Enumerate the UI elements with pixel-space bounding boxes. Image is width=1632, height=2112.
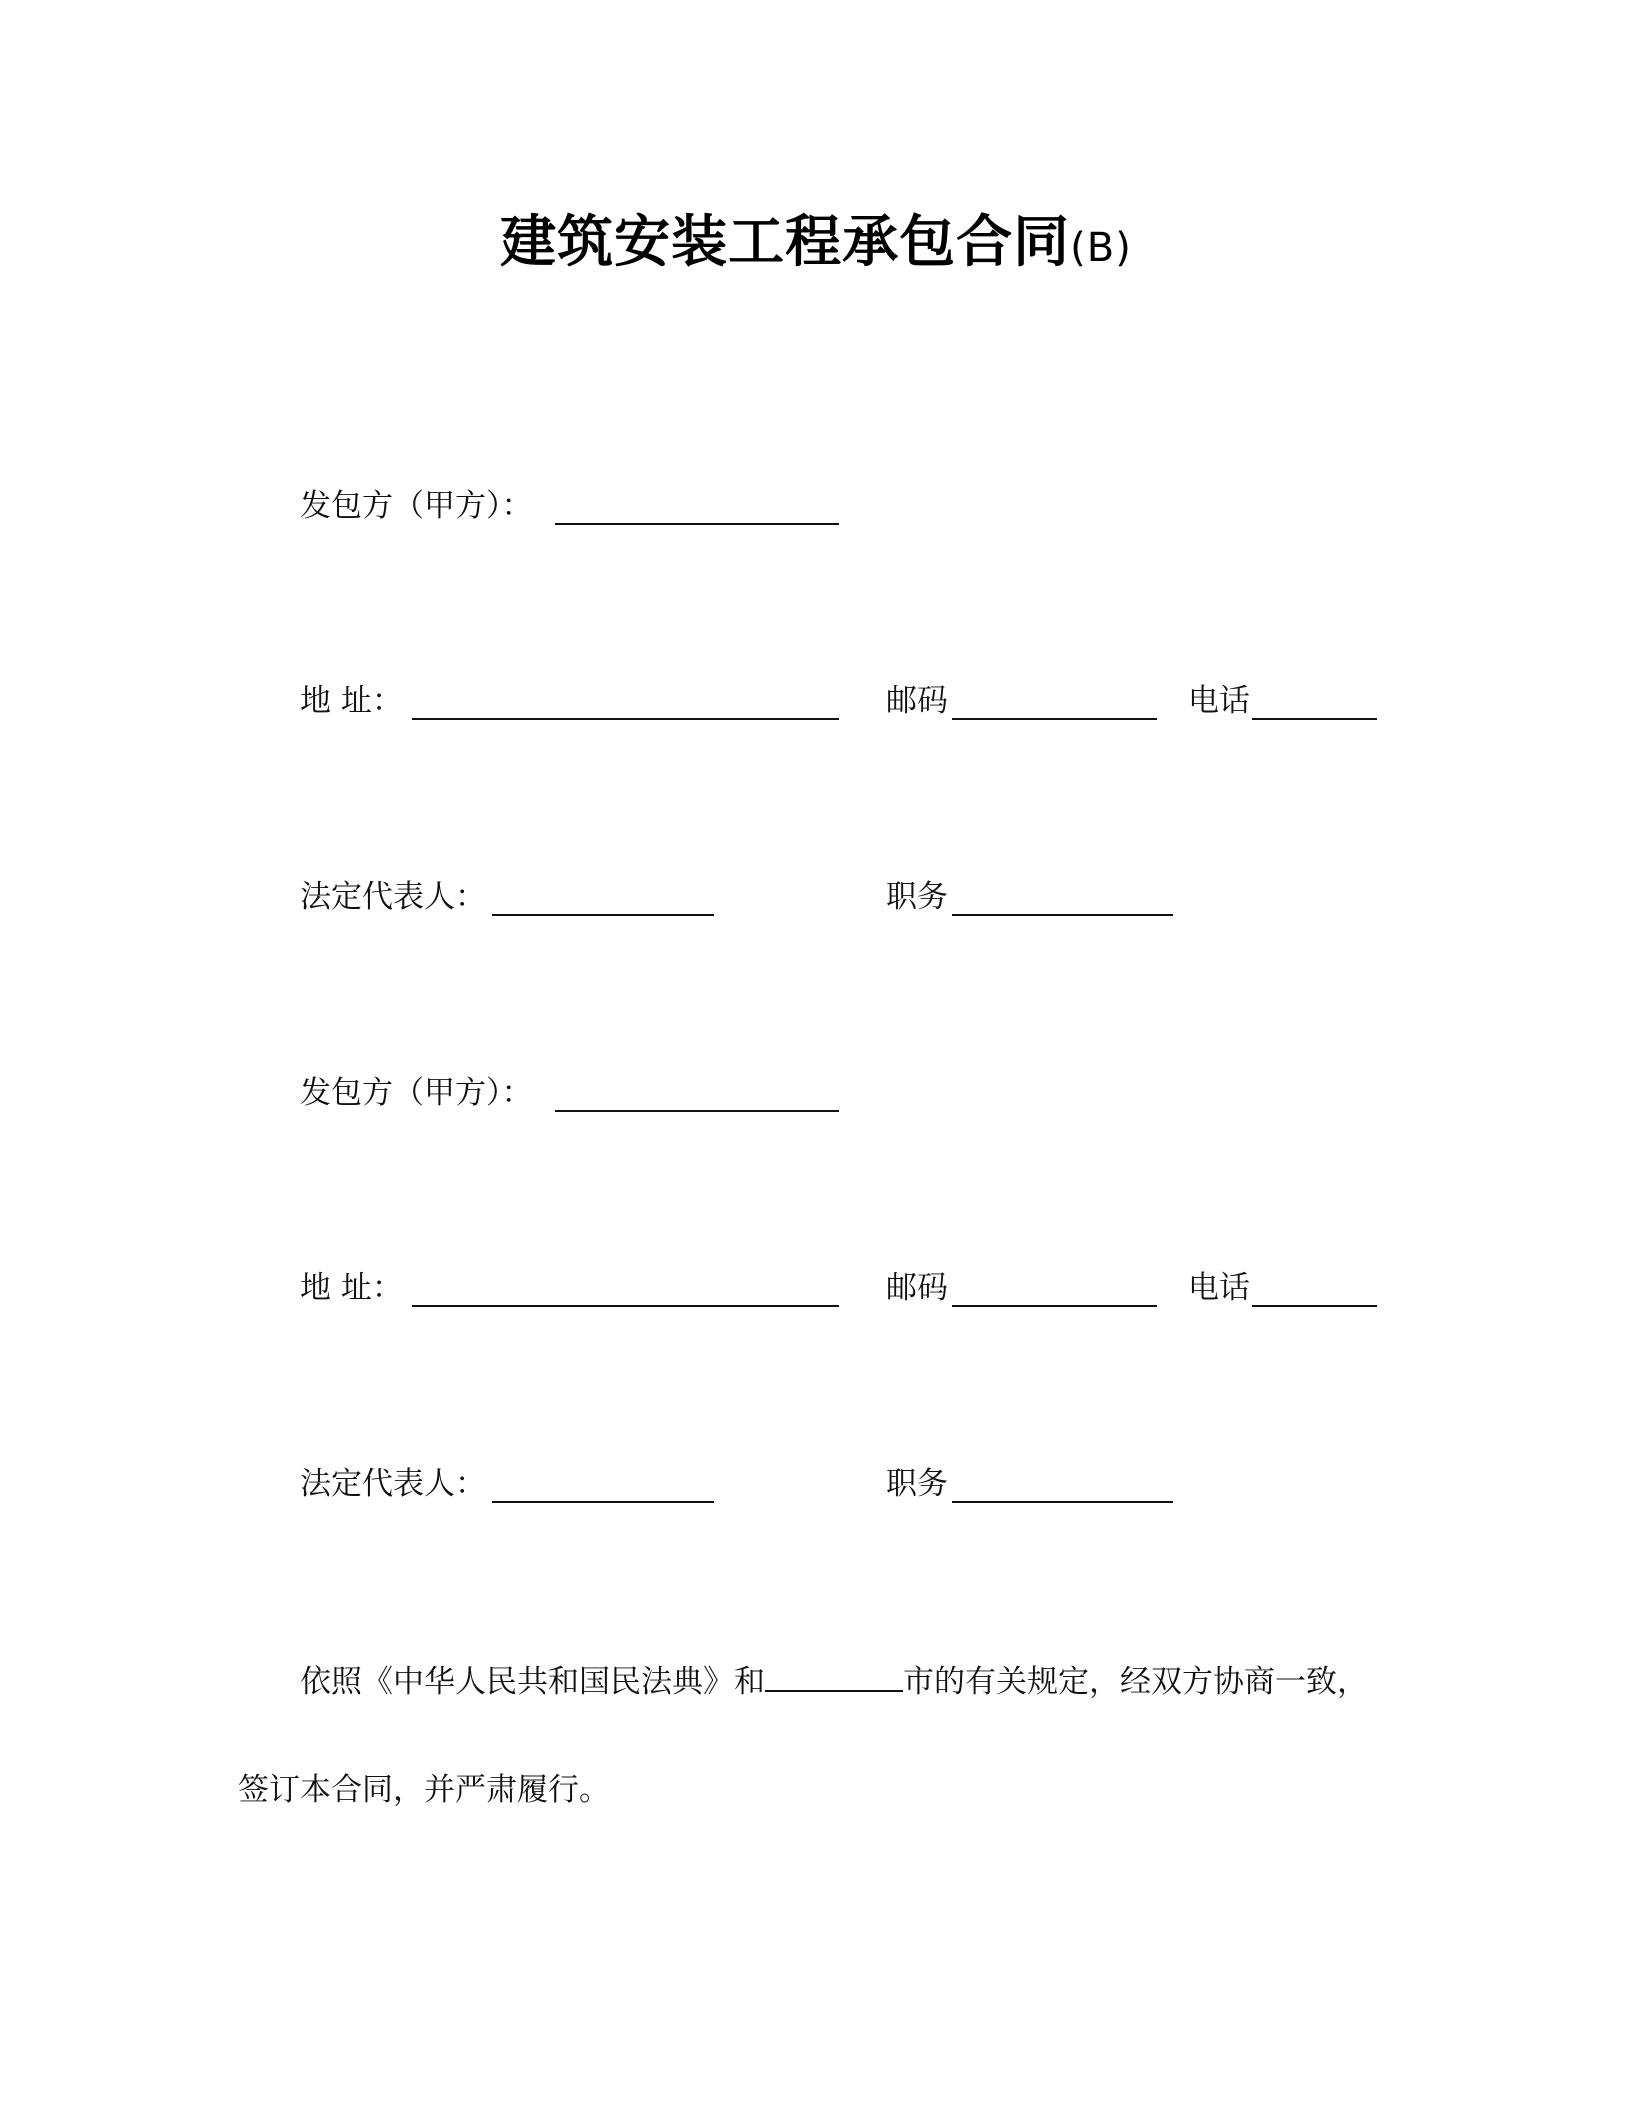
party-a-label: 发包方（甲方）： — [300, 488, 533, 524]
phone-blank[interactable] — [1252, 718, 1377, 720]
party-a-blank-2[interactable] — [555, 1110, 839, 1112]
phone-label: 电话 — [1188, 683, 1250, 719]
legal-rep-label: 法定代表人： — [300, 879, 486, 915]
position-blank[interactable] — [952, 914, 1173, 916]
postcode-label-2: 邮码 — [886, 1270, 948, 1306]
address-label-2: 地 址： — [300, 1270, 403, 1306]
position-label: 职务 — [886, 879, 948, 915]
document-title — [0, 198, 1632, 278]
clause-line-2: 签订本合同，并严肃履行。 — [238, 1772, 610, 1808]
city-blank[interactable] — [765, 1660, 903, 1692]
clause-line-1 — [300, 1660, 1368, 1702]
position-label-2: 职务 — [886, 1466, 948, 1502]
phone-label-2: 电话 — [1188, 1270, 1250, 1306]
phone-blank-2[interactable] — [1252, 1305, 1377, 1307]
clause-line-1-before: 依照《中华人民共和国民法典》和 — [300, 1664, 765, 1700]
title-text: 建筑安装工程承包合同 — [500, 210, 1071, 275]
postcode-blank-2[interactable] — [952, 1305, 1157, 1307]
postcode-blank[interactable] — [952, 718, 1157, 720]
clause-line-1-after: 市的有关规定，经双方协商一致， — [903, 1664, 1368, 1700]
legal-rep-blank[interactable] — [492, 914, 714, 916]
legal-rep-label-2: 法定代表人： — [300, 1466, 486, 1502]
address-blank-2[interactable] — [412, 1305, 839, 1307]
party-a-blank[interactable] — [555, 523, 839, 525]
party-a-label-2: 发包方（甲方）： — [300, 1075, 533, 1111]
position-blank-2[interactable] — [952, 1501, 1173, 1503]
postcode-label: 邮码 — [886, 683, 948, 719]
title-suffix: (B) — [1070, 225, 1132, 271]
legal-rep-blank-2[interactable] — [492, 1501, 714, 1503]
address-blank[interactable] — [412, 718, 839, 720]
address-label: 地 址： — [300, 683, 403, 719]
